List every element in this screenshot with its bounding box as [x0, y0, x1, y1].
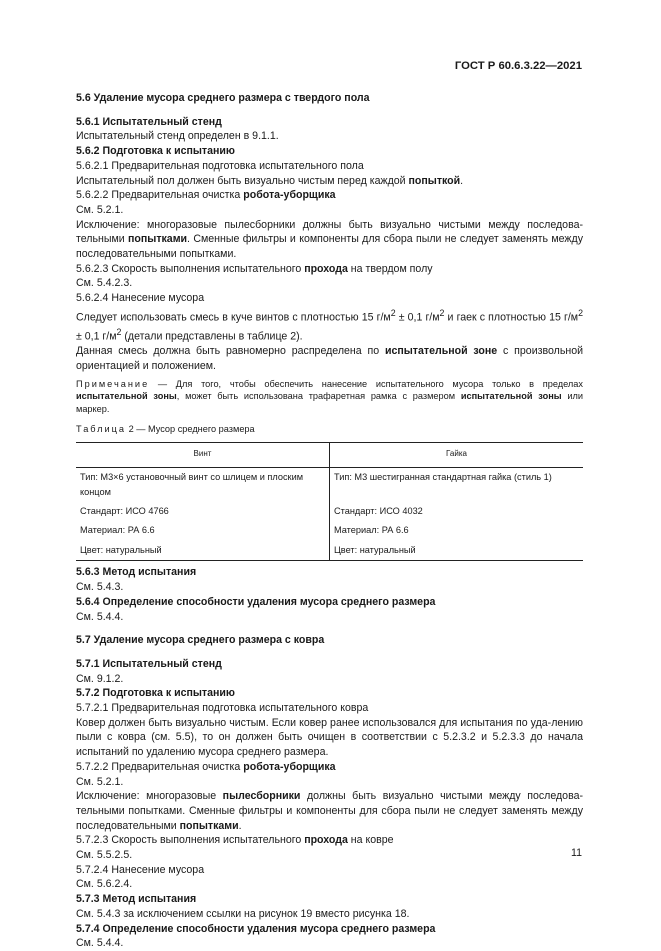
table-cell: Цвет: натуральный [334, 544, 416, 555]
section-5-6-2-3-heading: 5.6.2.3 Скорость выполнения испытательного прохода на твердом полу [76, 262, 433, 275]
section-5-7-3-heading: 5.7.3 Метод испытания [76, 893, 197, 906]
table-cell: Тип: М3 шестигранная стандартная гайка (стиль 1) [334, 471, 552, 482]
page-number: 11 [571, 847, 582, 859]
table-header-screw: Винт [76, 443, 330, 468]
table-cell: Материал: РА 6.6 [334, 525, 409, 536]
section-5-6-2-4-heading: 5.6.2.4 Нанесение мусора [76, 292, 205, 305]
section-5-6-heading: 5.6 Удаление мусора среднего размера с твердого пола [76, 92, 370, 104]
section-5-7-2-2-exception: Исключение: многоразовые пылесборники должны быть визуально чистыми между последова-тельными попытками. Сменные фильтры и компоненты для сбора пыли не следует заменять между последовательными попытками. [76, 790, 583, 832]
section-5-6-3-heading: 5.6.3 Метод испытания [76, 566, 197, 579]
section-5-6-2-1-text: Испытательный пол должен быть визуально чистым перед каждой попыткой. [76, 174, 464, 187]
section-5-6-2-3-text: См. 5.4.2.3. [76, 277, 133, 290]
debris-mix-paragraph: Следует использовать смесь в куче винтов с плотностью 15 $г/м^2 \pm 0,1$ $г/м^2$ и гаек с плотностью 15 $г/м^2 \pm 0,1$ $г/м^2$ (детали представлены в таблице 2). [76, 307, 583, 343]
section-5-6-2-heading: 5.6.2 Подготовка к испытанию [76, 145, 235, 158]
section-5-7-2-2-text: См. 5.2.1. [76, 775, 124, 788]
section-5-7-4-heading: 5.7.4 Определение способности удаления мусора среднего размера [76, 922, 436, 935]
section-5-6-4-text: См. 5.4.4. [76, 610, 124, 623]
section-5-7-1-text: См. 9.1.2. [76, 672, 124, 685]
section-5-6-1-heading: 5.6.1 Испытательный стенд [76, 115, 222, 128]
document-code-header: ГОСТ Р 60.6.3.22—2021 [454, 60, 582, 72]
section-5-7-2-4-text: См. 5.6.2.4. [76, 878, 133, 891]
section-5-7-heading: 5.7 Удаление мусора среднего размера с ковра [76, 634, 325, 647]
table-cell: Стандарт: ИСО 4032 [334, 505, 423, 516]
section-5-7-2-3-heading: 5.7.2.3 Скорость выполнения испытательного прохода на ковре [76, 834, 394, 847]
carpet-paragraph: Ковер должен быть визуально чистым. Если ковер ранее использовался для испытания по уда-лению пыли с ковра (см. 5.5), то он должен быть очищен в соответствии с 5.2.3.2 и 5.2.3.3 до начала испытаний по удалению мусора среднего размера. [76, 716, 583, 759]
section-5-6-4-heading: 5.6.4 Определение способности удаления мусора среднего размера [76, 595, 436, 608]
table-row [76, 467, 583, 502]
table-cell: Цвет: натуральный [76, 541, 330, 561]
section-5-6-2-1-heading: 5.6.2.1 Предварительная подготовка испытательного пола [76, 159, 364, 172]
section-5-7-2-4-heading: 5.7.2.4 Нанесение мусора [76, 863, 205, 876]
debris-distribution-paragraph: Данная смесь должна быть равномерно распределена по испытательной зоне с произвольной ориентацией и положением. [76, 345, 584, 373]
section-5-7-2-2-heading: 5.7.2.2 Предварительная очистка робота-уборщика [76, 760, 336, 773]
section-5-6-2-2-heading: 5.6.2.2 Предварительная очистка робота-уборщика [76, 189, 336, 202]
section-5-7-2-1-heading: 5.7.2.1 Предварительная подготовка испытательного ковра [76, 702, 369, 715]
table-row [76, 521, 583, 541]
section-5-6-1-text: Испытательный стенд определен в 9.1.1. [76, 130, 279, 143]
note-paragraph: Примечание — Для того, чтобы обеспечить нанесение испытательного мусора только в пределах испытательной зоны, может быть использована трафаретная рамка с размером испытательной зоны или маркер. [76, 378, 583, 414]
section-5-7-3-text: См. 5.4.3 за исключением ссылки на рисунок 19 вместо рисунка 18. [76, 907, 410, 920]
section-5-7-2-heading: 5.7.2 Подготовка к испытанию [76, 687, 235, 700]
table-row [76, 541, 583, 561]
table-header-nut: Гайка [330, 443, 584, 468]
table-caption: Таблица 2 — Мусор среднего размера [76, 423, 255, 434]
table-row [76, 502, 583, 522]
section-5-7-4-text: См. 5.4.4. [76, 937, 124, 950]
section-5-6-2-2-exception: Исключение: многоразовые пылесборники должны быть визуально чистыми между последова-тельными попытками. Сменные фильтры и компоненты для сбора пыли не следует заменять между последовательными попытками. [76, 218, 583, 261]
section-5-7-2-3-text: См. 5.5.2.5. [76, 849, 133, 862]
section-5-7-1-heading: 5.7.1 Испытательный стенд [76, 657, 222, 670]
table-cell: Тип: М3×6 установочный винт со шлицем и плоским концом [76, 467, 330, 502]
table-cell: Материал: РА 6.6 [76, 521, 330, 541]
debris-table [76, 442, 583, 561]
section-5-6-2-2-text: См. 5.2.1. [76, 203, 124, 216]
page-body [76, 91, 583, 951]
section-5-6-3-text: См. 5.4.3. [76, 581, 124, 594]
table-cell: Стандарт: ИСО 4766 [76, 502, 330, 522]
